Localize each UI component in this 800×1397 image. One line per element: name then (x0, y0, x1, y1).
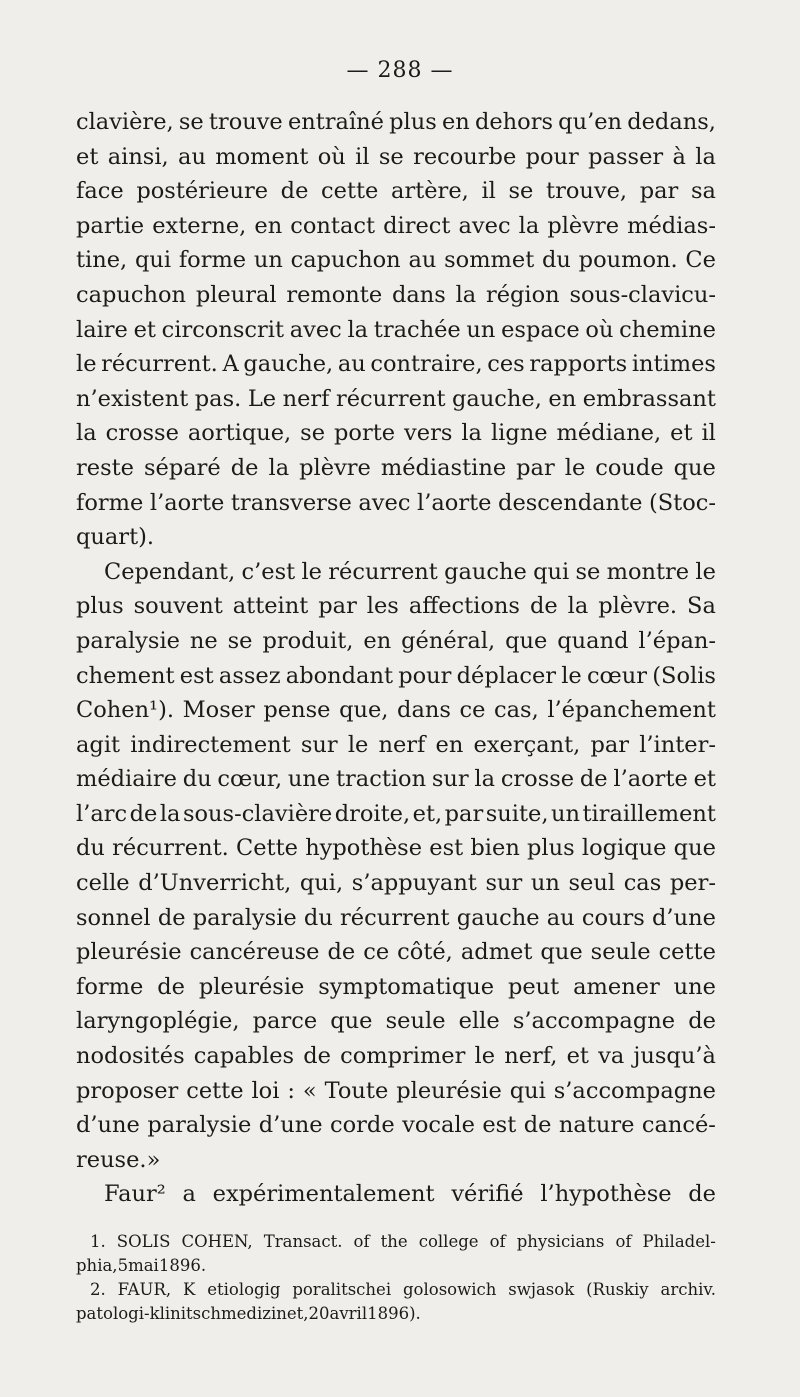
text-line: forme de pleurésie symptomatique peut amener une (76, 973, 716, 1000)
text-line: clavière, se trouve entraîné plus en dehors qu’en dedans, (76, 109, 716, 135)
footnote-2-line: patologi-klinitsch medizinet, 20 avril 1896). (76, 1304, 421, 1323)
text-line: l’arc de la sous-clavière droite, et, par suite, un tiraillement (76, 800, 716, 827)
text-line: Cohen¹). Moser pense que, dans ce cas, l’épanchement (76, 697, 716, 724)
text-line: la crosse aortique, se porte vers la ligne médiane, et il (76, 420, 716, 447)
text-line: capuchon pleural remonte dans la région sous-clavicu- (76, 281, 716, 308)
text-line: pleurésie cancéreuse de ce côté, admet que seule cette (76, 939, 716, 966)
text-line: tine, qui forme un capuchon au sommet du poumon. Ce (76, 247, 716, 274)
text-line: reste séparé de la plèvre médiastine par le coude que (76, 454, 716, 481)
text-line: et ainsi, au moment où il se recourbe pour passer à la (76, 143, 716, 170)
body-text (76, 105, 716, 1212)
footnotes (76, 1230, 716, 1326)
text-line: n’existent pas. Le nerf récurrent gauche, en embrassant (76, 385, 716, 412)
text-line: partie externe, en contact direct avec la plèvre médias- (76, 212, 716, 239)
text-line: reuse. » (76, 1146, 161, 1173)
text-line: médiaire du cœur, une traction sur la crosse de l’aorte et (76, 766, 716, 793)
text-line: laire et circonscrit avec la trachée un espace où chemine (76, 316, 716, 343)
text-line: quart). (76, 524, 155, 551)
footnote-2-line: 2. FAUR, K etiologig poralitschei golosowich swjasok (Ruskiy archiv. (90, 1280, 716, 1299)
text-line: d’une paralysie d’une corde vocale est de nature cancé- (76, 1112, 716, 1139)
text-line: nodosités capables de comprimer le nerf, et va jusqu’à (76, 1043, 716, 1070)
text-line: proposer cette loi : « Toute pleurésie qui s’accompagne (76, 1077, 716, 1104)
text-line: sonnel de paralysie du récurrent gauche au cours d’une (76, 904, 716, 931)
footnote-1-line: 1. SOLIS COHEN, Transact. of the college of physicians of Philadel- (90, 1232, 716, 1251)
text-line: le récurrent. A gauche, au contraire, ces rapports intimes (76, 351, 716, 378)
text-line: plus souvent atteint par les affections de la plèvre. Sa (76, 593, 716, 620)
page-number: — 288 — (346, 58, 454, 83)
text-line: Cependant, c’est le récurrent gauche qui se montre le (104, 558, 716, 585)
text-line: chement est assez abondant pour déplacer le cœur (Solis (76, 662, 716, 689)
text-line: laryngoplégie, parce que seule elle s’accompagne de (76, 1008, 716, 1035)
text-line: celle d’Unverricht, qui, s’appuyant sur un seul cas per- (76, 870, 716, 897)
text-line: face postérieure de cette artère, il se trouve, par sa (76, 178, 716, 205)
text-line: agit indirectement sur le nerf en exerçant, par l’inter- (76, 731, 716, 758)
text-line: paralysie ne se produit, en général, que quand l’épan- (76, 627, 716, 654)
text-line: forme l’aorte transverse avec l’aorte descendante (Stoc- (76, 489, 716, 516)
text-line: Faur² a expérimentalement vérifié l’hypothèse de (104, 1181, 716, 1208)
text-line: du récurrent. Cette hypothèse est bien plus logique que (76, 835, 716, 862)
footnote-1-line: phia, 5 mai 1896. (76, 1256, 207, 1275)
